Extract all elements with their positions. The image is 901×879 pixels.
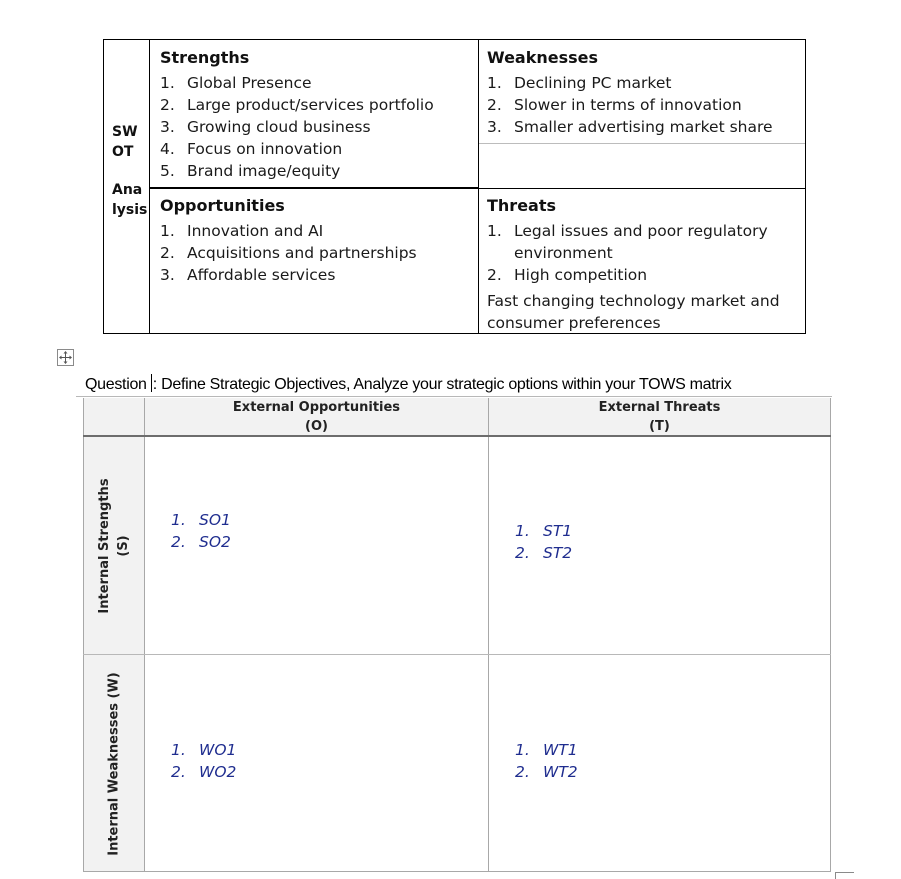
table-move-handle-icon[interactable]: [57, 349, 74, 366]
list-number: 3.: [160, 266, 175, 284]
list-item: [160, 242, 476, 264]
list-number: 2.: [515, 544, 530, 562]
list-text: Slower in terms of innovation: [514, 96, 742, 114]
threats-list: [487, 220, 803, 286]
list-text: Declining PC market: [514, 74, 672, 92]
list-item: [487, 94, 803, 116]
list-item: [515, 542, 572, 564]
list-number: 2.: [160, 244, 175, 262]
swot-table: [103, 39, 806, 334]
list-item: [487, 220, 803, 264]
list-text: WT2: [543, 763, 578, 781]
list-item: [487, 116, 803, 138]
list-number: 2.: [171, 533, 186, 551]
list-number: 1.: [487, 222, 502, 240]
list-item: [487, 72, 803, 94]
text-cursor: [151, 374, 152, 392]
question-text[interactable]: [85, 374, 825, 395]
threats-extra-text: Fast changing technology market and consumer preferences: [487, 292, 780, 332]
list-number: 1.: [515, 522, 530, 540]
list-number: 1.: [160, 74, 175, 92]
list-item: [160, 116, 476, 138]
side-label-line4: lysis: [112, 202, 148, 218]
list-number: 4.: [160, 140, 175, 158]
list-text: ST1: [543, 522, 573, 540]
tows-cell-st[interactable]: [489, 437, 831, 655]
strengths-cell: [160, 48, 476, 182]
header-threats-line1: External Threats: [598, 400, 721, 415]
list-item: [171, 509, 231, 531]
list-item: [171, 739, 236, 761]
threats-cell: [487, 196, 803, 334]
list-number: 2.: [487, 96, 502, 114]
list-text: Smaller advertising market share: [514, 118, 773, 136]
row-strengths-line1: Internal Strengths: [97, 478, 112, 614]
opportunities-list: [160, 220, 476, 286]
header-threats-line2: (T): [649, 419, 670, 434]
list-item: [515, 520, 572, 542]
list-number: 1.: [515, 741, 530, 759]
tows-corner-cell: [83, 398, 145, 436]
swot-side-label: [112, 122, 148, 220]
list-text: Acquisitions and partnerships: [187, 244, 417, 262]
side-label-line2: OT: [112, 144, 134, 160]
list-number: 3.: [487, 118, 502, 136]
side-label-line1: SW: [112, 124, 138, 140]
list-text: Large product/services portfolio: [187, 96, 434, 114]
list-text: Growing cloud business: [187, 118, 371, 136]
tows-row-label-weaknesses[interactable]: [83, 655, 145, 872]
side-label-line3: Ana: [112, 182, 143, 198]
list-text: Focus on innovation: [187, 140, 343, 158]
weaknesses-list: [487, 72, 803, 138]
tows-cell-wt[interactable]: [489, 655, 831, 872]
st-list: [515, 520, 572, 564]
tows-matrix: [76, 396, 832, 872]
tows-cell-wo[interactable]: [145, 655, 489, 872]
row-strengths-line2: (S): [116, 535, 131, 557]
list-item: [160, 138, 476, 160]
list-number: 2.: [171, 763, 186, 781]
list-item: [160, 220, 476, 242]
list-text: Brand image/equity: [187, 162, 341, 180]
swot-side-cell: [104, 40, 150, 333]
list-text: Affordable services: [187, 266, 336, 284]
tows-header-threats[interactable]: [489, 398, 831, 436]
list-item: [171, 531, 231, 553]
list-text: SO1: [199, 511, 231, 529]
list-text: Legal issues and poor regulatory environment: [514, 222, 768, 262]
tows-cell-so[interactable]: [145, 437, 489, 655]
header-opportunities-line2: (O): [305, 419, 328, 434]
table-resize-handle[interactable]: [835, 872, 854, 879]
list-item: [160, 264, 476, 286]
list-item: [160, 72, 476, 94]
list-text: SO2: [199, 533, 231, 551]
strengths-title: Strengths: [160, 48, 250, 67]
list-text: WO1: [199, 741, 237, 759]
question-body: : Define Strategic Objectives, Analyze your strategic options within your TOWS matrix: [152, 376, 732, 393]
list-item: [160, 94, 476, 116]
tows-row-label-strengths[interactable]: [83, 437, 145, 655]
row-weaknesses-line1: Internal Weaknesses (W): [106, 671, 122, 856]
list-text: Innovation and AI: [187, 222, 324, 240]
list-text: High competition: [514, 266, 648, 284]
list-number: 5.: [160, 162, 175, 180]
list-item: [515, 761, 578, 783]
list-number: 2.: [487, 266, 502, 284]
so-list: [171, 509, 231, 553]
list-text: Global Presence: [187, 74, 312, 92]
list-number: 1.: [160, 222, 175, 240]
threats-title: Threats: [487, 196, 557, 215]
list-number: 3.: [160, 118, 175, 136]
opportunities-title: Opportunities: [160, 196, 285, 215]
weaknesses-title: Weaknesses: [487, 48, 599, 67]
list-item: [487, 264, 803, 286]
list-number: 2.: [515, 763, 530, 781]
strengths-list: [160, 72, 476, 182]
list-item: [515, 739, 578, 761]
list-number: 2.: [160, 96, 175, 114]
weaknesses-cell: [487, 48, 803, 138]
list-text: WT1: [543, 741, 578, 759]
opportunities-cell: [160, 196, 476, 286]
list-text: ST2: [543, 544, 573, 562]
question-prefix: Question: [85, 376, 151, 393]
list-number: 1.: [171, 741, 186, 759]
wo-list: [171, 739, 236, 783]
header-opportunities-line1: External Opportunities: [232, 400, 401, 415]
list-text: WO2: [199, 763, 237, 781]
list-item: [160, 160, 476, 182]
list-item: [171, 761, 236, 783]
list-number: 1.: [487, 74, 502, 92]
list-number: 1.: [171, 511, 186, 529]
wt-list: [515, 739, 578, 783]
tows-header-opportunities[interactable]: [145, 398, 489, 436]
